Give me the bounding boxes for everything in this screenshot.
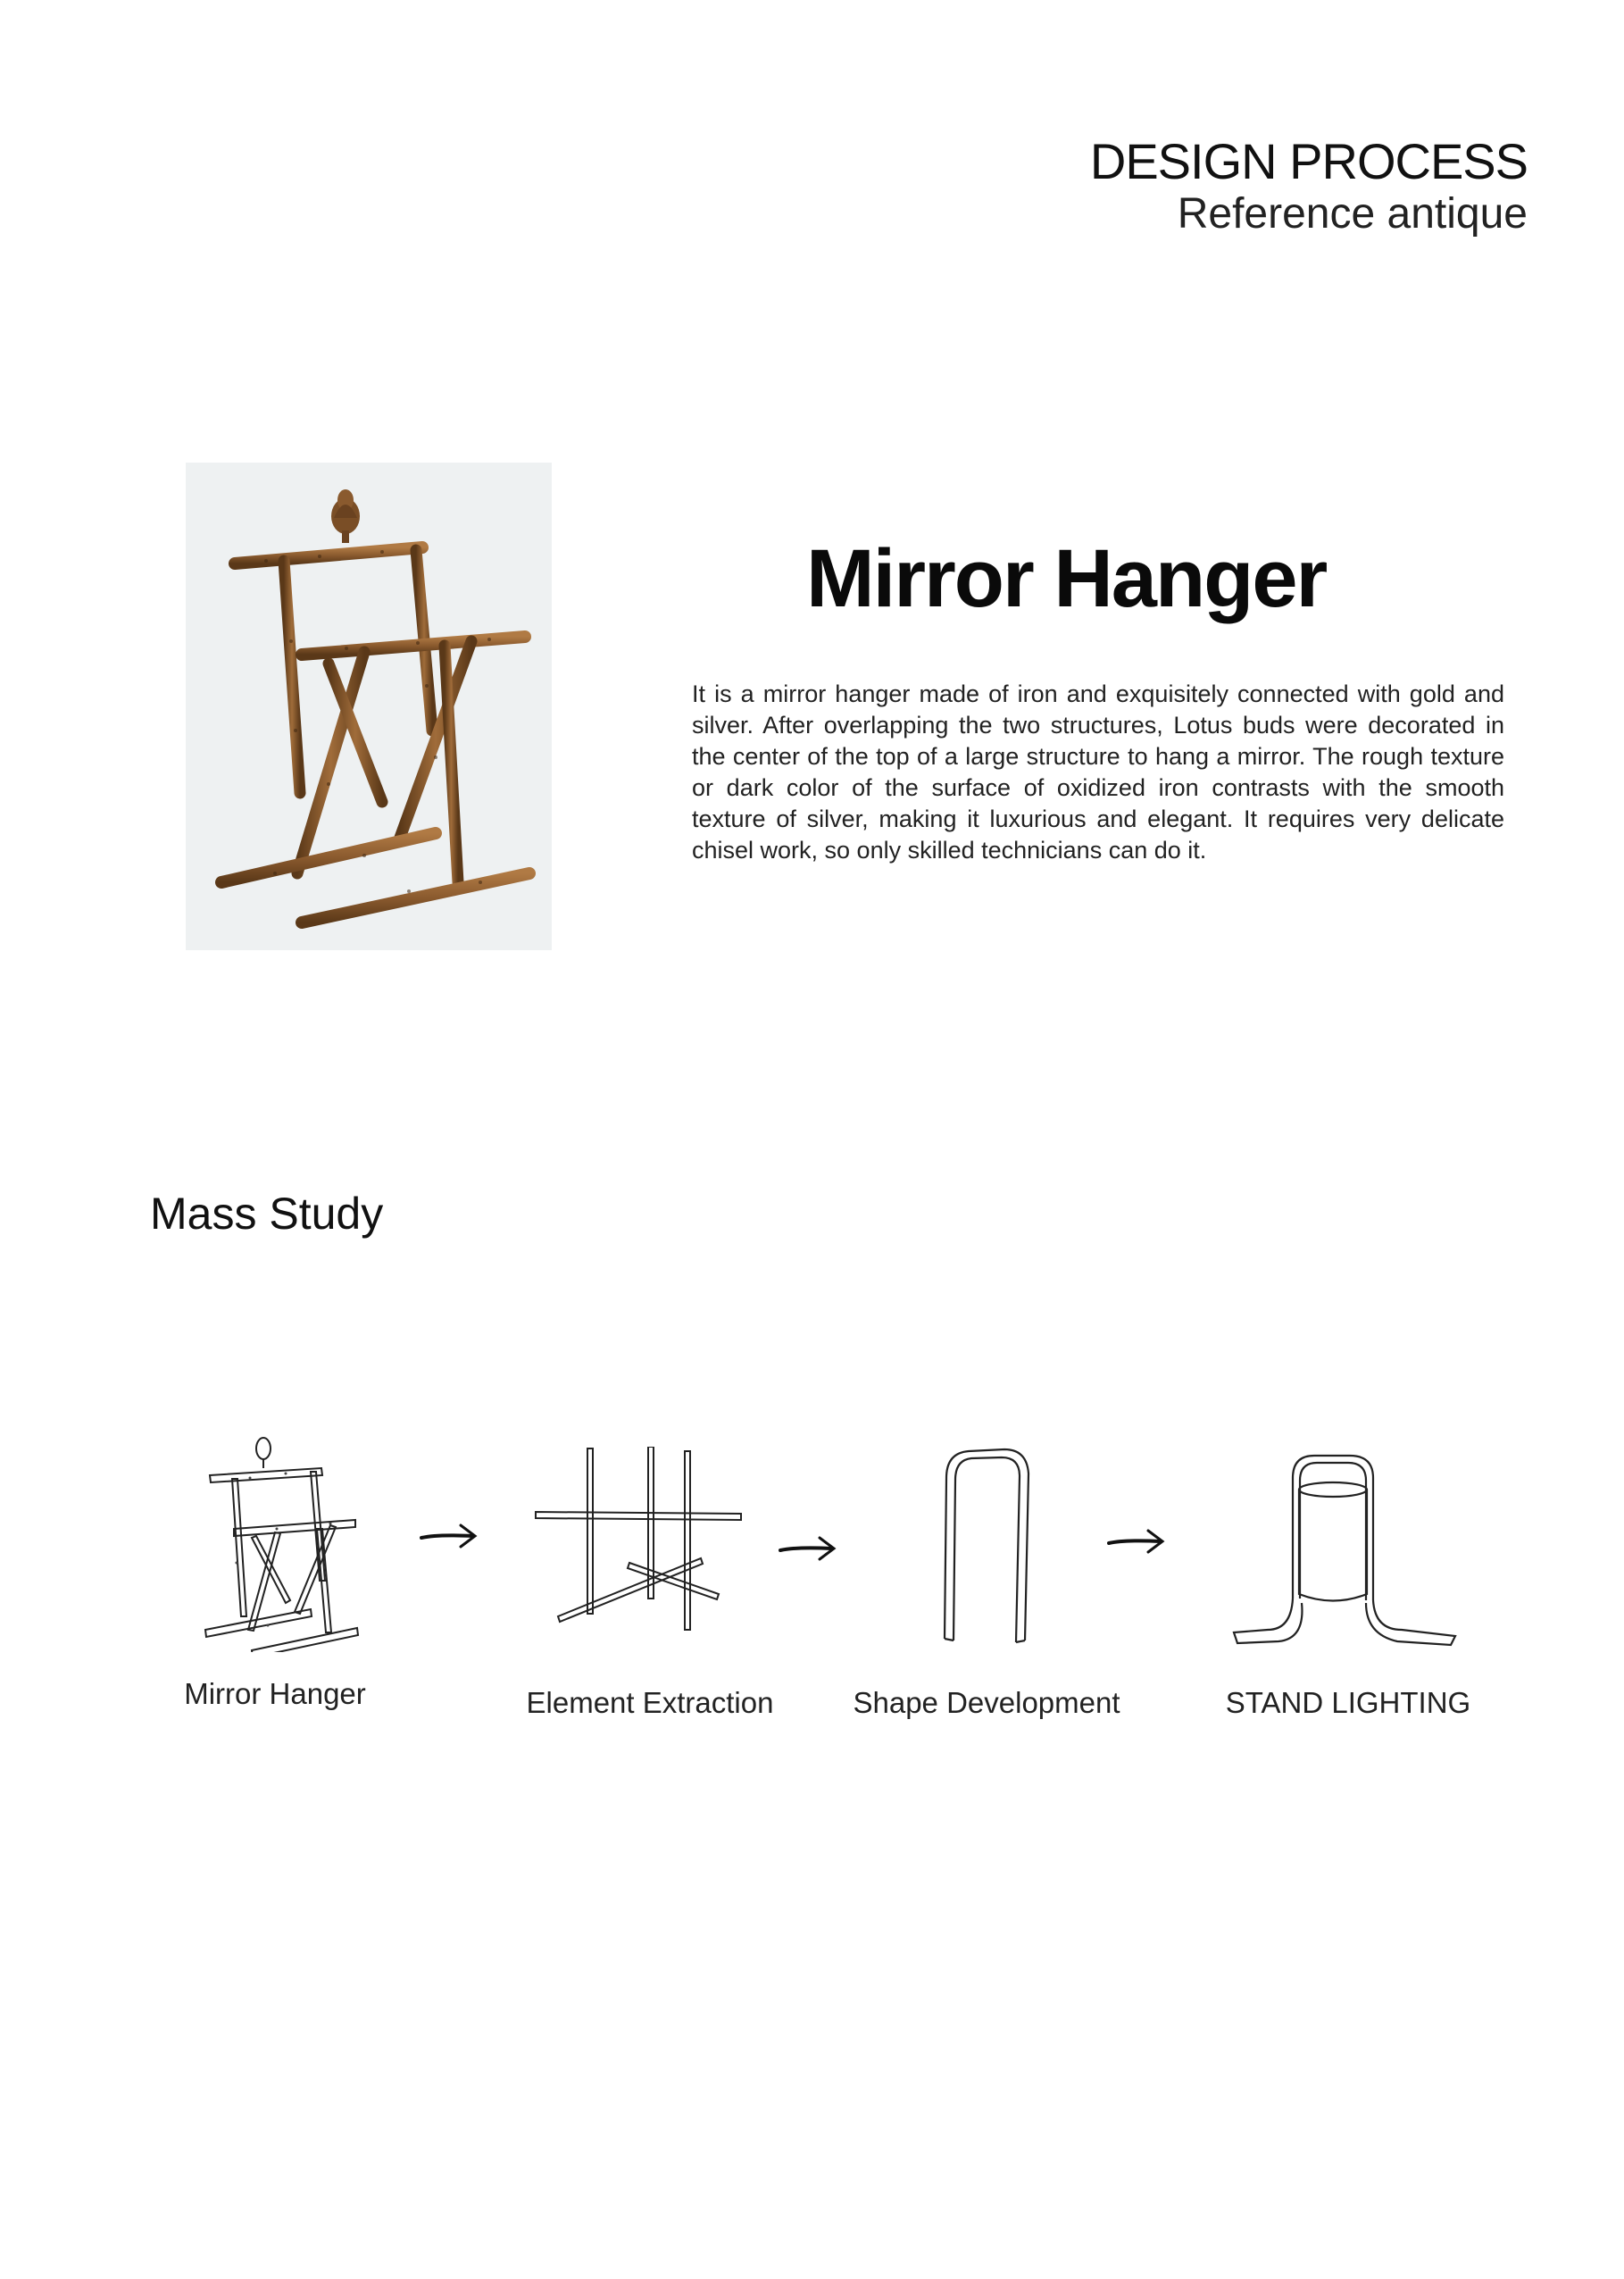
page-subtitle: Reference antique bbox=[1177, 189, 1528, 238]
reference-description: It is a mirror hanger made of iron and exquisitely connected with gold and silver. After overlapping the two structures, Lotus buds were decorated in the center of the top of a large structure to hang a mirror. The rough texture or dark color of the surface of oxidized iron contrasts with the smooth texture of silver, making it luxurious and elegant. It requires very delicate chisel work, so only skilled technicians can do it. bbox=[692, 680, 1504, 864]
step-label-mirror-hanger: Mirror Hanger bbox=[184, 1677, 366, 1710]
page-header bbox=[1090, 134, 1528, 238]
step-label-shape-development: Shape Development bbox=[853, 1686, 1120, 1719]
step-label-stand-lighting: STAND LIGHTING bbox=[1225, 1686, 1471, 1719]
shape-development-sketch-icon bbox=[929, 1442, 1045, 1648]
arrow-right-icon bbox=[420, 1518, 482, 1554]
stand-lighting-sketch-icon bbox=[1232, 1447, 1464, 1652]
step-label-element-extraction: Element Extraction bbox=[526, 1686, 774, 1719]
mirror-hanger-sketch-icon bbox=[196, 1429, 366, 1652]
mirror-hanger-illustration bbox=[186, 463, 552, 950]
mirror-hanger-photo bbox=[186, 463, 552, 950]
mass-study-heading: Mass Study bbox=[150, 1189, 384, 1239]
arrow-right-icon bbox=[1107, 1524, 1170, 1559]
arrow-right-icon bbox=[779, 1531, 841, 1566]
reference-title: Mirror Hanger bbox=[806, 533, 1327, 624]
element-extraction-sketch-icon bbox=[531, 1447, 745, 1634]
page-title: DESIGN PROCESS bbox=[1089, 133, 1528, 189]
